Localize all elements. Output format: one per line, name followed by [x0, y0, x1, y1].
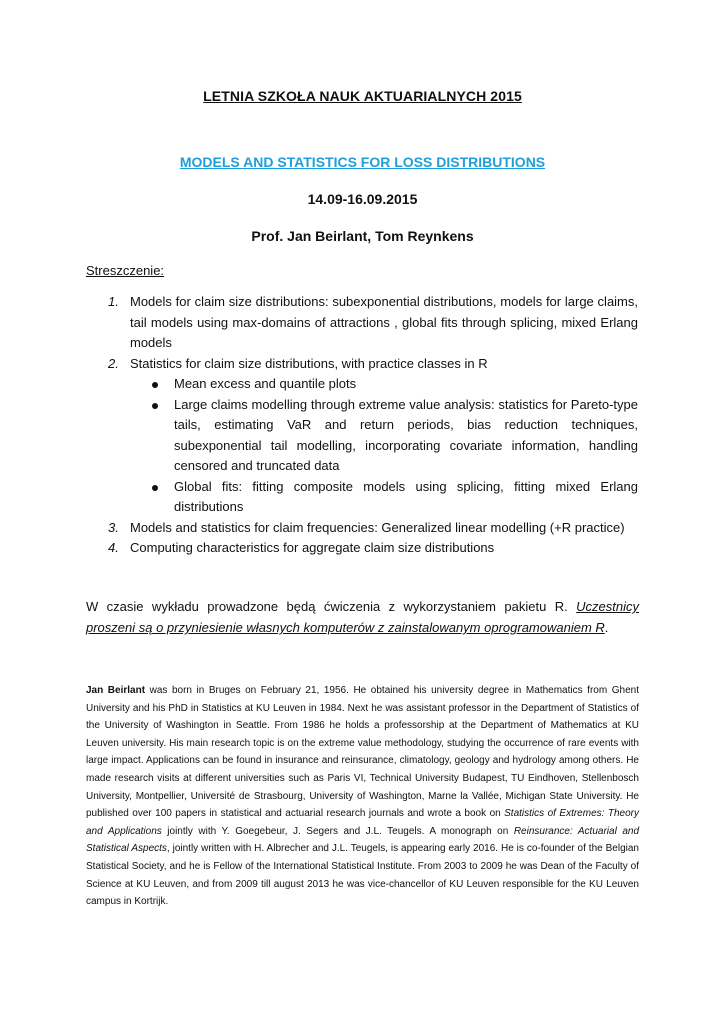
bullet-text: Large claims modelling through extreme value analysis: statistics for Pareto-type tails, estimating VaR and return periods, bias reduction techniques, subexponential tail modelling, incorporating covariate information, handling censored and truncated data — [174, 396, 638, 473]
bio-name: Jan Beirlant — [86, 685, 146, 696]
note-end: . — [604, 620, 609, 635]
biography — [86, 682, 639, 911]
note-text: W czasie wykładu prowadzone będą ćwiczenia z wykorzystaniem pakietu R. — [86, 599, 577, 614]
list-item — [86, 518, 638, 539]
list-item-number: 2. — [108, 355, 119, 371]
summary-heading: Streszczenie: — [86, 263, 165, 278]
bio-text: , jointly written with H. Albrecher and J.L. Teugels, is appearing early 2016. He is co-founder of the Belgian Statistical Society, and he is Fellow of the International Statistical Institute. From 2003 to 2009 he was Dean of the Faculty of Science at KU Leuven, and from 2009 till august 2013 he was vice-chancellor of KU Leuven responsible for the KU Leuven campus in Kortrijk. — [86, 843, 639, 908]
lecturers: Prof. Jan Beirlant, Tom Reynkens — [251, 228, 474, 244]
list-item-text: Models and statistics for claim frequencies: Generalized linear modelling (+R practice) — [130, 519, 625, 535]
list-item — [86, 354, 638, 375]
bio-text: was born in Bruges on February 21, 1956. He obtained his university degree in Mathematics from Ghent University and his PhD in Statistics at KU Leuven in 1984. Next he was assistant professor in the Department of Statistics of the University of Washington in Seattle. From 1986 he holds a professorship at the Department of Mathematics at KU Leuven university. His main research topic is on the extreme value methodology, studying the occurrence of rare events with large impact. Applications can be found in insurance and reinsurance, climatology, geology and hydrology among others. He made research visits at different universities such as Paris VI, Technical University Budapest, TU Eindhoven, Stellenbosch University, Montpellier, Université de Strasbourg, University of Washington, Marne la Vallée, Michigan State University. He published over 100 papers in statistical and actuarial research journals and wrote a book on — [86, 685, 639, 820]
note-emphasis: Uczestnicy proszeni są o przyniesienie własnych komputerów z zainstalowanym oprogramowaniem R — [86, 599, 639, 635]
course-title: MODELS AND STATISTICS FOR LOSS DISTRIBUTIONS — [179, 154, 546, 170]
bullet-item — [86, 477, 638, 518]
bullet-icon — [152, 485, 158, 491]
list-item-text: Statistics for claim size distributions, with practice classes in R — [130, 355, 488, 371]
list-item-text: Computing characteristics for aggregate claim size distributions — [130, 540, 495, 555]
course-dates: 14.09-16.09.2015 — [307, 191, 418, 207]
bullet-text: Global fits: fitting composite models using splicing, fitting mixed Erlang distributions — [174, 478, 638, 514]
list-item-number: 4. — [108, 540, 119, 555]
summary-list — [86, 292, 638, 559]
list-item — [86, 292, 638, 354]
list-item-number: 1. — [108, 294, 119, 309]
bullet-icon — [152, 382, 158, 388]
bio-text: jointly with Y. Goegebeur, J. Segers and J.L. Teugels. A monograph on — [161, 825, 514, 837]
bio-book-title: Reinsurance: Actuarial and Statistical Aspects — [86, 825, 640, 855]
list-item-number: 3. — [108, 519, 119, 535]
bio-book-title: Statistics of Extremes: Theory and Applications — [86, 808, 639, 837]
bullet-item — [86, 395, 638, 477]
bullet-icon — [152, 403, 158, 409]
bullet-item — [86, 374, 638, 395]
workshop-note — [86, 596, 639, 638]
bullet-text: Mean excess and quantile plots — [174, 376, 357, 391]
list-item-text: Models for claim size distributions: subexponential distributions, models for large claims, tail models using max-domains of attractions , global fits through splicing, mixed Erlang models — [130, 294, 638, 350]
list-item — [86, 538, 638, 559]
school-title: LETNIA SZKOŁA NAUK AKTUARIALNYCH 2015 — [203, 88, 522, 104]
